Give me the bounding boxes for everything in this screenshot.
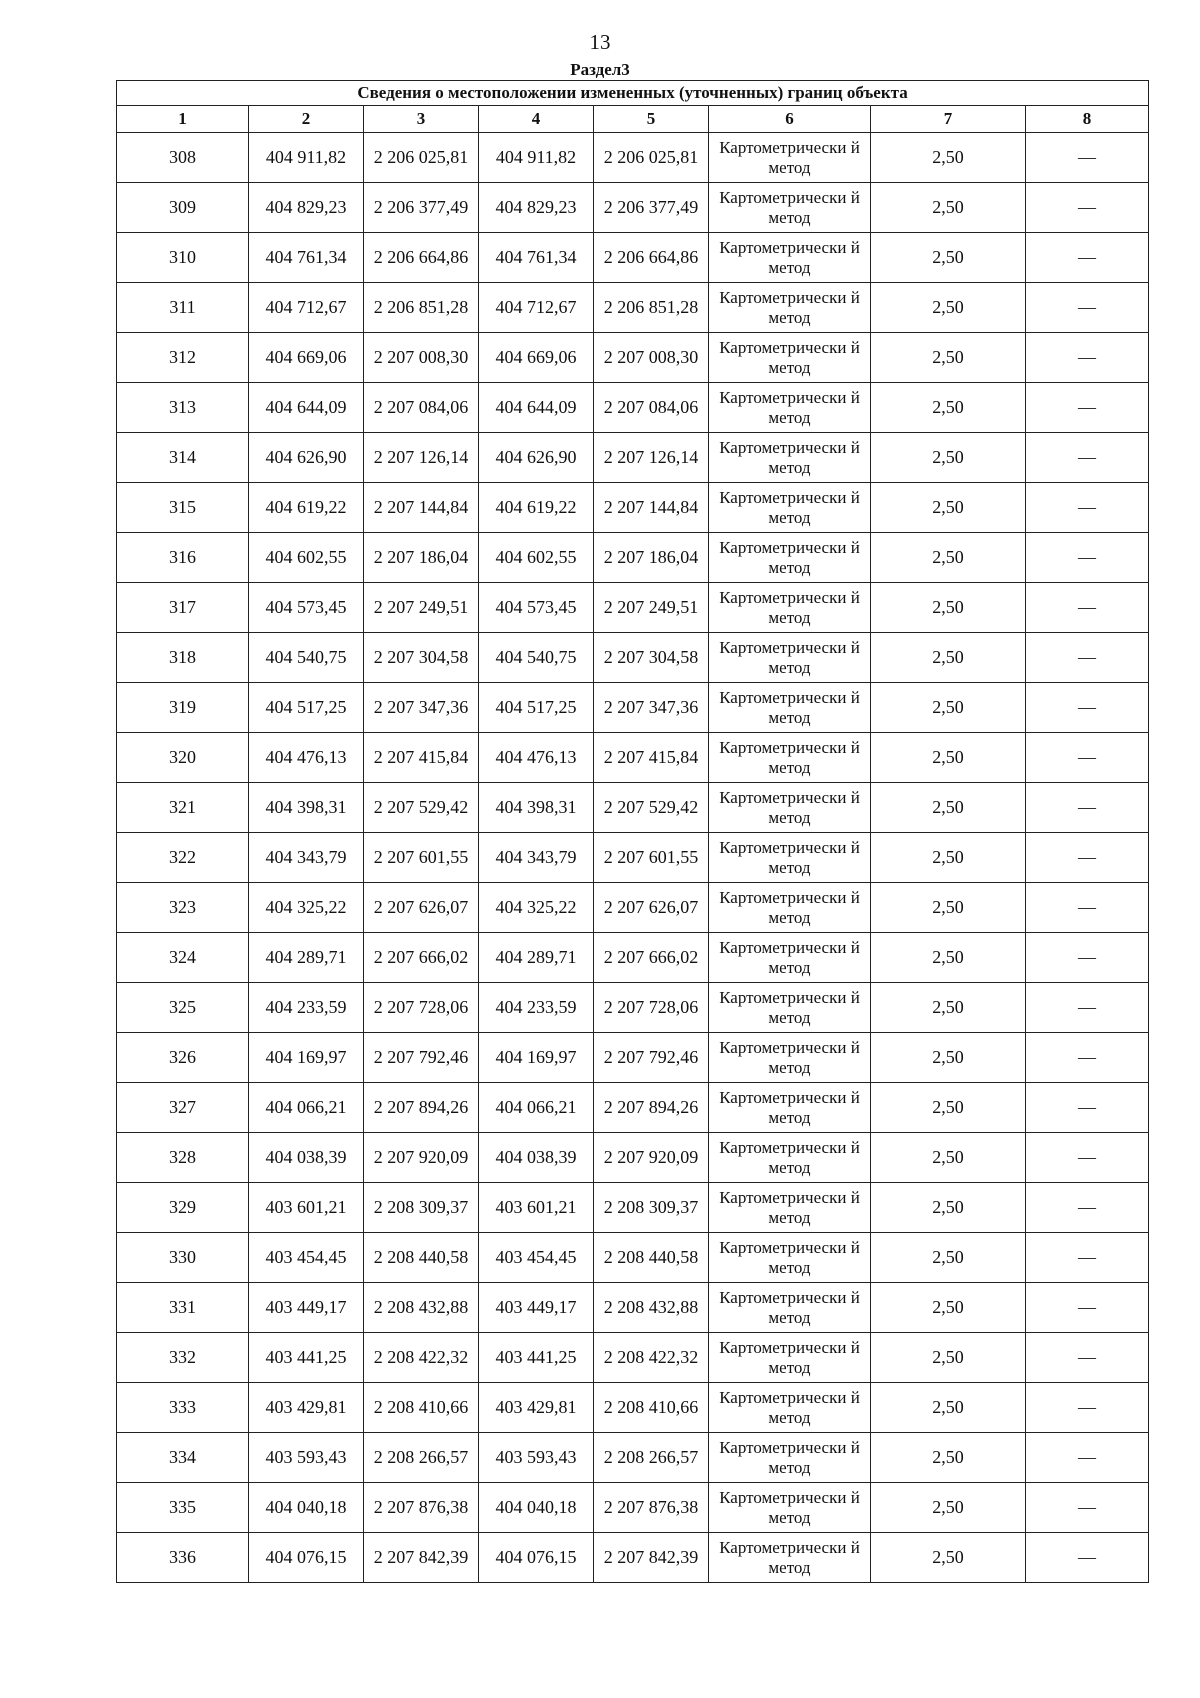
y-existing-cell: 2 208 440,58	[364, 1233, 479, 1283]
x-refined-cell: 404 233,59	[479, 983, 594, 1033]
accuracy-cell: 2,50	[871, 783, 1026, 833]
section-title: Раздел3	[570, 60, 630, 79]
y-existing-cell: 2 207 249,51	[364, 583, 479, 633]
y-existing-cell: 2 208 309,37	[364, 1183, 479, 1233]
x-refined-cell: 404 040,18	[479, 1483, 594, 1533]
table-row	[117, 1383, 1149, 1433]
x-refined-cell: 404 540,75	[479, 633, 594, 683]
y-existing-cell: 2 207 186,04	[364, 533, 479, 583]
y-existing-cell: 2 206 025,81	[364, 133, 479, 183]
y-refined-cell: 2 207 666,02	[594, 933, 709, 983]
y-existing-cell: 2 207 792,46	[364, 1033, 479, 1083]
point-number-cell: 318	[117, 633, 249, 683]
description-cell: —	[1026, 433, 1149, 483]
y-existing-cell: 2 207 626,07	[364, 883, 479, 933]
y-existing-cell: 2 207 008,30	[364, 333, 479, 383]
x-existing-cell: 403 593,43	[249, 1433, 364, 1483]
accuracy-cell: 2,50	[871, 933, 1026, 983]
point-number-cell: 317	[117, 583, 249, 633]
y-existing-cell: 2 208 432,88	[364, 1283, 479, 1333]
method-cell: Картометрически й метод	[709, 1233, 871, 1283]
point-number-cell: 324	[117, 933, 249, 983]
point-number-cell: 311	[117, 283, 249, 333]
y-refined-cell: 2 208 309,37	[594, 1183, 709, 1233]
method-cell: Картометрически й метод	[709, 1183, 871, 1233]
column-number-row	[117, 106, 1149, 133]
x-refined-cell: 404 712,67	[479, 283, 594, 333]
point-number-cell: 327	[117, 1083, 249, 1133]
accuracy-cell: 2,50	[871, 1133, 1026, 1183]
x-existing-cell: 404 644,09	[249, 383, 364, 433]
y-existing-cell: 2 207 126,14	[364, 433, 479, 483]
description-cell: —	[1026, 1383, 1149, 1433]
method-cell: Картометрически й метод	[709, 1283, 871, 1333]
x-refined-cell: 404 761,34	[479, 233, 594, 283]
x-existing-cell: 403 601,21	[249, 1183, 364, 1233]
y-refined-cell: 2 207 008,30	[594, 333, 709, 383]
x-refined-cell: 404 325,22	[479, 883, 594, 933]
method-cell: Картометрически й метод	[709, 333, 871, 383]
y-existing-cell: 2 207 304,58	[364, 633, 479, 683]
accuracy-cell: 2,50	[871, 883, 1026, 933]
point-number-cell: 326	[117, 1033, 249, 1083]
x-existing-cell: 404 343,79	[249, 833, 364, 883]
x-existing-cell: 404 289,71	[249, 933, 364, 983]
x-refined-cell: 404 517,25	[479, 683, 594, 733]
y-existing-cell: 2 208 410,66	[364, 1383, 479, 1433]
point-number-cell: 310	[117, 233, 249, 283]
method-cell: Картометрически й метод	[709, 1033, 871, 1083]
point-number-cell: 312	[117, 333, 249, 383]
y-refined-cell: 2 207 347,36	[594, 683, 709, 733]
point-number-cell: 320	[117, 733, 249, 783]
y-refined-cell: 2 207 920,09	[594, 1133, 709, 1183]
table-row	[117, 533, 1149, 583]
accuracy-cell: 2,50	[871, 133, 1026, 183]
accuracy-cell: 2,50	[871, 833, 1026, 883]
y-refined-cell: 2 207 792,46	[594, 1033, 709, 1083]
accuracy-cell: 2,50	[871, 533, 1026, 583]
description-cell: —	[1026, 283, 1149, 333]
point-number-cell: 331	[117, 1283, 249, 1333]
accuracy-cell: 2,50	[871, 1233, 1026, 1283]
description-cell: —	[1026, 383, 1149, 433]
x-refined-cell: 403 601,21	[479, 1183, 594, 1233]
x-existing-cell: 404 076,15	[249, 1533, 364, 1583]
x-existing-cell: 404 040,18	[249, 1483, 364, 1533]
column-number: 6	[709, 106, 871, 133]
point-number-cell: 335	[117, 1483, 249, 1533]
description-cell: —	[1026, 1333, 1149, 1383]
description-cell: —	[1026, 583, 1149, 633]
description-cell: —	[1026, 483, 1149, 533]
y-refined-cell: 2 207 626,07	[594, 883, 709, 933]
table-caption: Сведения о местоположении измененных (уточненных) границ объекта	[117, 81, 1149, 106]
x-refined-cell: 404 398,31	[479, 783, 594, 833]
column-number: 3	[364, 106, 479, 133]
x-refined-cell: 404 476,13	[479, 733, 594, 783]
method-cell: Картометрически й метод	[709, 733, 871, 783]
description-cell: —	[1026, 233, 1149, 283]
y-refined-cell: 2 206 851,28	[594, 283, 709, 333]
x-existing-cell: 403 454,45	[249, 1233, 364, 1283]
point-number-cell: 325	[117, 983, 249, 1033]
y-refined-cell: 2 207 249,51	[594, 583, 709, 633]
method-cell: Картометрически й метод	[709, 983, 871, 1033]
x-existing-cell: 404 829,23	[249, 183, 364, 233]
x-refined-cell: 403 593,43	[479, 1433, 594, 1483]
y-existing-cell: 2 207 144,84	[364, 483, 479, 533]
description-cell: —	[1026, 833, 1149, 883]
page-number: 13	[589, 30, 611, 54]
method-cell: Картометрически й метод	[709, 383, 871, 433]
x-existing-cell: 404 669,06	[249, 333, 364, 383]
description-cell: —	[1026, 1233, 1149, 1283]
x-refined-cell: 404 038,39	[479, 1133, 594, 1183]
x-refined-cell: 404 619,22	[479, 483, 594, 533]
method-cell: Картометрически й метод	[709, 1383, 871, 1433]
accuracy-cell: 2,50	[871, 333, 1026, 383]
method-cell: Картометрически й метод	[709, 483, 871, 533]
accuracy-cell: 2,50	[871, 1083, 1026, 1133]
method-cell: Картометрически й метод	[709, 933, 871, 983]
accuracy-cell: 2,50	[871, 583, 1026, 633]
table-row	[117, 983, 1149, 1033]
table-row	[117, 933, 1149, 983]
accuracy-cell: 2,50	[871, 1533, 1026, 1583]
table-row	[117, 633, 1149, 683]
y-existing-cell: 2 207 920,09	[364, 1133, 479, 1183]
x-existing-cell: 404 540,75	[249, 633, 364, 683]
table-row	[117, 833, 1149, 883]
y-refined-cell: 2 207 728,06	[594, 983, 709, 1033]
x-refined-cell: 404 669,06	[479, 333, 594, 383]
x-refined-cell: 404 169,97	[479, 1033, 594, 1083]
point-number-cell: 319	[117, 683, 249, 733]
method-cell: Картометрически й метод	[709, 633, 871, 683]
x-existing-cell: 404 038,39	[249, 1133, 364, 1183]
accuracy-cell: 2,50	[871, 433, 1026, 483]
point-number-cell: 330	[117, 1233, 249, 1283]
y-refined-cell: 2 207 144,84	[594, 483, 709, 533]
x-refined-cell: 404 829,23	[479, 183, 594, 233]
table-row	[117, 283, 1149, 333]
y-existing-cell: 2 208 422,32	[364, 1333, 479, 1383]
method-cell: Картометрически й метод	[709, 683, 871, 733]
x-existing-cell: 404 476,13	[249, 733, 364, 783]
y-refined-cell: 2 207 894,26	[594, 1083, 709, 1133]
y-existing-cell: 2 207 666,02	[364, 933, 479, 983]
y-existing-cell: 2 207 876,38	[364, 1483, 479, 1533]
accuracy-cell: 2,50	[871, 383, 1026, 433]
description-cell: —	[1026, 133, 1149, 183]
point-number-cell: 308	[117, 133, 249, 183]
accuracy-cell: 2,50	[871, 733, 1026, 783]
point-number-cell: 322	[117, 833, 249, 883]
accuracy-cell: 2,50	[871, 283, 1026, 333]
y-refined-cell: 2 207 186,04	[594, 533, 709, 583]
point-number-cell: 329	[117, 1183, 249, 1233]
point-number-cell: 334	[117, 1433, 249, 1483]
accuracy-cell: 2,50	[871, 1183, 1026, 1233]
table-row	[117, 683, 1149, 733]
description-cell: —	[1026, 1533, 1149, 1583]
point-number-cell: 321	[117, 783, 249, 833]
table-row	[117, 1533, 1149, 1583]
coordinates-table	[116, 80, 1149, 1583]
description-cell: —	[1026, 933, 1149, 983]
y-existing-cell: 2 206 851,28	[364, 283, 479, 333]
table-caption-row	[117, 81, 1149, 106]
point-number-cell: 328	[117, 1133, 249, 1183]
y-existing-cell: 2 207 601,55	[364, 833, 479, 883]
accuracy-cell: 2,50	[871, 633, 1026, 683]
table-row	[117, 1483, 1149, 1533]
accuracy-cell: 2,50	[871, 1383, 1026, 1433]
table-row	[117, 883, 1149, 933]
description-cell: —	[1026, 533, 1149, 583]
y-refined-cell: 2 208 422,32	[594, 1333, 709, 1383]
y-existing-cell: 2 206 664,86	[364, 233, 479, 283]
y-refined-cell: 2 207 304,58	[594, 633, 709, 683]
x-existing-cell: 404 573,45	[249, 583, 364, 633]
description-cell: —	[1026, 633, 1149, 683]
y-existing-cell: 2 207 347,36	[364, 683, 479, 733]
table-row	[117, 1183, 1149, 1233]
x-existing-cell: 404 911,82	[249, 133, 364, 183]
x-existing-cell: 404 066,21	[249, 1083, 364, 1133]
method-cell: Картометрически й метод	[709, 1133, 871, 1183]
x-refined-cell: 404 602,55	[479, 533, 594, 583]
x-existing-cell: 404 602,55	[249, 533, 364, 583]
table-row	[117, 1033, 1149, 1083]
accuracy-cell: 2,50	[871, 1033, 1026, 1083]
accuracy-cell: 2,50	[871, 983, 1026, 1033]
method-cell: Картометрически й метод	[709, 833, 871, 883]
x-existing-cell: 404 325,22	[249, 883, 364, 933]
table-row	[117, 383, 1149, 433]
y-refined-cell: 2 208 410,66	[594, 1383, 709, 1433]
y-existing-cell: 2 207 894,26	[364, 1083, 479, 1133]
y-refined-cell: 2 207 842,39	[594, 1533, 709, 1583]
column-number: 8	[1026, 106, 1149, 133]
method-cell: Картометрически й метод	[709, 283, 871, 333]
table-row	[117, 783, 1149, 833]
x-refined-cell: 403 454,45	[479, 1233, 594, 1283]
accuracy-cell: 2,50	[871, 1333, 1026, 1383]
x-existing-cell: 404 398,31	[249, 783, 364, 833]
point-number-cell: 336	[117, 1533, 249, 1583]
table-row	[117, 233, 1149, 283]
method-cell: Картометрически й метод	[709, 533, 871, 583]
description-cell: —	[1026, 1183, 1149, 1233]
table-row	[117, 1133, 1149, 1183]
description-cell: —	[1026, 1083, 1149, 1133]
x-existing-cell: 403 429,81	[249, 1383, 364, 1433]
y-existing-cell: 2 207 529,42	[364, 783, 479, 833]
x-existing-cell: 404 626,90	[249, 433, 364, 483]
table-row	[117, 483, 1149, 533]
y-refined-cell: 2 207 415,84	[594, 733, 709, 783]
column-number: 5	[594, 106, 709, 133]
description-cell: —	[1026, 333, 1149, 383]
y-existing-cell: 2 206 377,49	[364, 183, 479, 233]
method-cell: Картометрически й метод	[709, 1483, 871, 1533]
description-cell: —	[1026, 1433, 1149, 1483]
point-number-cell: 309	[117, 183, 249, 233]
y-refined-cell: 2 207 601,55	[594, 833, 709, 883]
x-refined-cell: 403 441,25	[479, 1333, 594, 1383]
table-row	[117, 1333, 1149, 1383]
y-existing-cell: 2 207 415,84	[364, 733, 479, 783]
x-refined-cell: 404 911,82	[479, 133, 594, 183]
table-row	[117, 433, 1149, 483]
description-cell: —	[1026, 683, 1149, 733]
y-refined-cell: 2 207 876,38	[594, 1483, 709, 1533]
description-cell: —	[1026, 783, 1149, 833]
y-refined-cell: 2 207 529,42	[594, 783, 709, 833]
method-cell: Картометрически й метод	[709, 133, 871, 183]
x-refined-cell: 403 449,17	[479, 1283, 594, 1333]
table-row	[117, 1283, 1149, 1333]
y-refined-cell: 2 208 440,58	[594, 1233, 709, 1283]
x-existing-cell: 404 233,59	[249, 983, 364, 1033]
y-refined-cell: 2 208 432,88	[594, 1283, 709, 1333]
table-row	[117, 733, 1149, 783]
method-cell: Картометрически й метод	[709, 433, 871, 483]
accuracy-cell: 2,50	[871, 1483, 1026, 1533]
column-number: 2	[249, 106, 364, 133]
method-cell: Картометрически й метод	[709, 1083, 871, 1133]
description-cell: —	[1026, 1483, 1149, 1533]
column-number: 1	[117, 106, 249, 133]
y-existing-cell: 2 207 728,06	[364, 983, 479, 1033]
y-existing-cell: 2 208 266,57	[364, 1433, 479, 1483]
accuracy-cell: 2,50	[871, 683, 1026, 733]
point-number-cell: 333	[117, 1383, 249, 1433]
description-cell: —	[1026, 1133, 1149, 1183]
point-number-cell: 323	[117, 883, 249, 933]
table-row	[117, 133, 1149, 183]
column-number: 7	[871, 106, 1026, 133]
description-cell: —	[1026, 883, 1149, 933]
table-row	[117, 1233, 1149, 1283]
x-existing-cell: 404 619,22	[249, 483, 364, 533]
x-existing-cell: 404 712,67	[249, 283, 364, 333]
description-cell: —	[1026, 983, 1149, 1033]
y-existing-cell: 2 207 842,39	[364, 1533, 479, 1583]
method-cell: Картометрически й метод	[709, 783, 871, 833]
table-row	[117, 1433, 1149, 1483]
x-existing-cell: 404 169,97	[249, 1033, 364, 1083]
method-cell: Картометрически й метод	[709, 883, 871, 933]
column-number: 4	[479, 106, 594, 133]
table-row	[117, 1083, 1149, 1133]
point-number-cell: 314	[117, 433, 249, 483]
y-refined-cell: 2 206 025,81	[594, 133, 709, 183]
x-existing-cell: 403 449,17	[249, 1283, 364, 1333]
x-refined-cell: 403 429,81	[479, 1383, 594, 1433]
accuracy-cell: 2,50	[871, 483, 1026, 533]
y-refined-cell: 2 207 126,14	[594, 433, 709, 483]
point-number-cell: 316	[117, 533, 249, 583]
y-refined-cell: 2 208 266,57	[594, 1433, 709, 1483]
x-refined-cell: 404 076,15	[479, 1533, 594, 1583]
method-cell: Картометрически й метод	[709, 183, 871, 233]
x-refined-cell: 404 066,21	[479, 1083, 594, 1133]
point-number-cell: 332	[117, 1333, 249, 1383]
description-cell: —	[1026, 1033, 1149, 1083]
x-refined-cell: 404 644,09	[479, 383, 594, 433]
method-cell: Картометрически й метод	[709, 233, 871, 283]
point-number-cell: 315	[117, 483, 249, 533]
x-existing-cell: 404 761,34	[249, 233, 364, 283]
description-cell: —	[1026, 1283, 1149, 1333]
method-cell: Картометрически й метод	[709, 1433, 871, 1483]
y-refined-cell: 2 206 664,86	[594, 233, 709, 283]
x-refined-cell: 404 573,45	[479, 583, 594, 633]
y-refined-cell: 2 207 084,06	[594, 383, 709, 433]
x-existing-cell: 403 441,25	[249, 1333, 364, 1383]
table-row	[117, 333, 1149, 383]
description-cell: —	[1026, 183, 1149, 233]
x-refined-cell: 404 626,90	[479, 433, 594, 483]
method-cell: Картометрически й метод	[709, 583, 871, 633]
point-number-cell: 313	[117, 383, 249, 433]
method-cell: Картометрически й метод	[709, 1533, 871, 1583]
table-row	[117, 183, 1149, 233]
y-refined-cell: 2 206 377,49	[594, 183, 709, 233]
x-refined-cell: 404 343,79	[479, 833, 594, 883]
y-existing-cell: 2 207 084,06	[364, 383, 479, 433]
table-row	[117, 583, 1149, 633]
description-cell: —	[1026, 733, 1149, 783]
accuracy-cell: 2,50	[871, 183, 1026, 233]
accuracy-cell: 2,50	[871, 233, 1026, 283]
accuracy-cell: 2,50	[871, 1433, 1026, 1483]
x-refined-cell: 404 289,71	[479, 933, 594, 983]
accuracy-cell: 2,50	[871, 1283, 1026, 1333]
method-cell: Картометрически й метод	[709, 1333, 871, 1383]
x-existing-cell: 404 517,25	[249, 683, 364, 733]
